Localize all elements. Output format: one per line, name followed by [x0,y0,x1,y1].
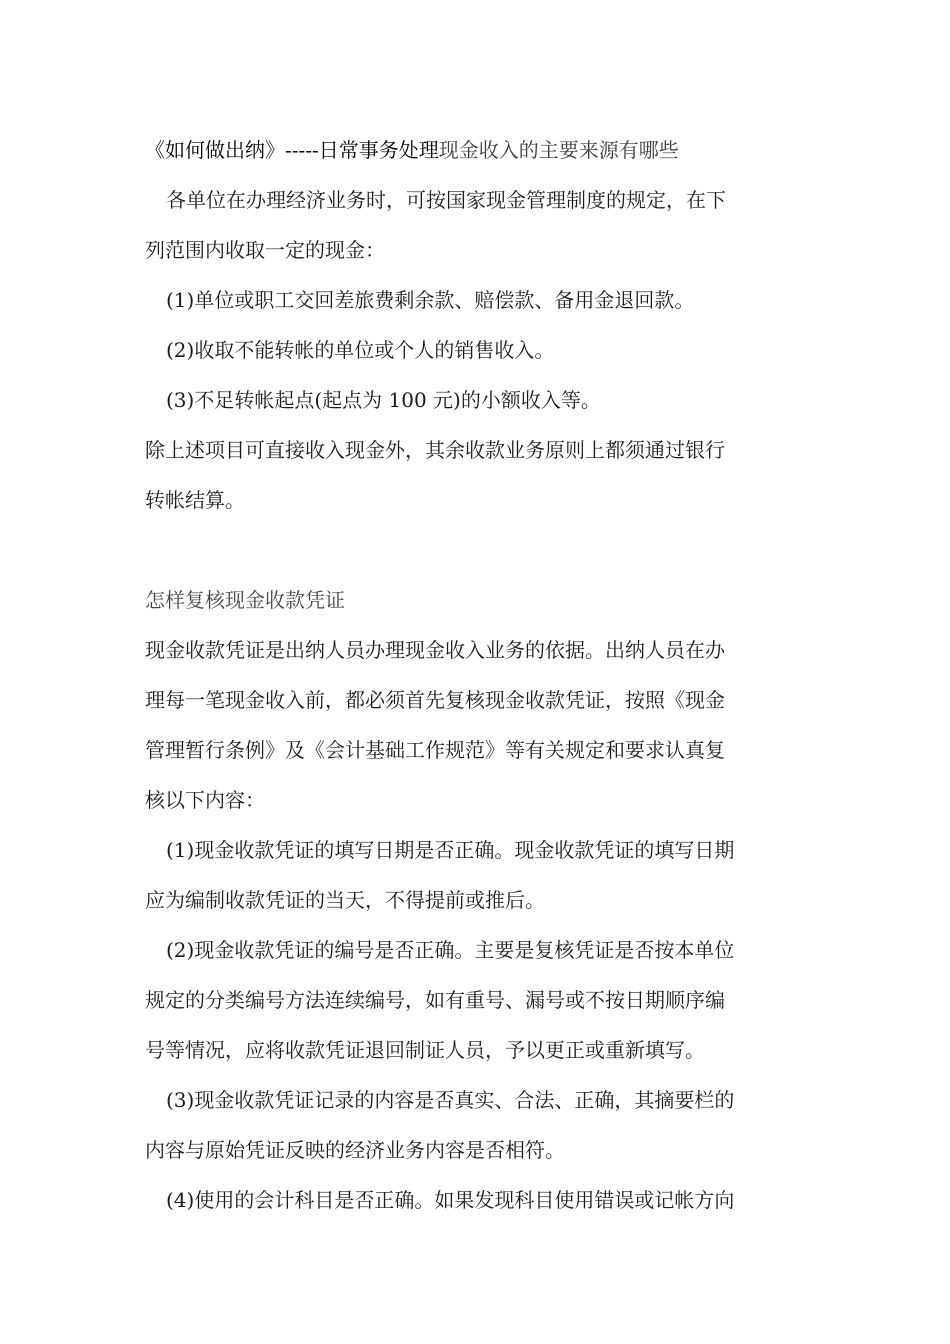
section1-outro-line2: 转帐结算。 [145,488,245,512]
section1-outro-line1: 除上述项目可直接收入现金外，其余收款业务原则上都须通过银行 [145,438,725,462]
section1-item3: (3)不足转帐起点(起点为 100 元)的小额收入等。 [166,388,601,412]
section-spacer [145,525,807,575]
section2-item1-line1: (1)现金收款凭证的填写日期是否正确。现金收款凭证的填写日期 [166,838,735,862]
section2-para-line2: 理每一笔现金收入前，都必须首先复核现金收款凭证，按照《现金 [145,688,725,712]
section2-item2-line1: (2)现金收款凭证的编号是否正确。主要是复核凭证是否按本单位 [166,938,735,962]
section2-para-line3: 管理暂行条例》及《会计基础工作规范》等有关规定和要求认真复 [145,738,725,762]
section2-para-line4: 核以下内容： [145,788,265,812]
section1-item2: (2)收取不能转帐的单位或个人的销售收入。 [166,338,555,362]
section2-item2-line2: 规定的分类编号方法连续编号，如有重号、漏号或不按日期顺序编 [145,988,725,1012]
section2-item1-line2: 应为编制收款凭证的当天，不得提前或推后。 [145,888,545,912]
section1-intro-line2: 列范围内收取一定的现金： [145,238,385,262]
section2-item3-line1: (3)现金收款凭证记录的内容是否真实、合法、正确，其摘要栏的 [166,1088,735,1112]
document-body [145,125,807,1225]
section2-item4-line1: (4)使用的会计科目是否正确。如果发现科目使用错误或记帐方向 [166,1188,735,1212]
section1-intro-line1: 各单位在办理经济业务时，可按国家现金管理制度的规定，在下 [166,188,726,212]
document-title [145,125,807,175]
section2-heading: 怎样复核现金收款凭证 [145,588,345,612]
section2-item3-line2: 内容与原始凭证反映的经济业务内容是否相符。 [145,1138,565,1162]
title-series: 《如何做出纳》-----日常事务处理 [145,138,439,162]
section2-para-line1: 现金收款凭证是出纳人员办理现金收入业务的依据。出纳人员在办 [145,638,725,662]
title-topic: 现金收入的主要来源有哪些 [438,138,679,162]
section1-item1: (1)单位或职工交回差旅费剩余款、赔偿款、备用金退回款。 [166,288,695,312]
section2-item2-line3: 号等情况，应将收款凭证退回制证人员，予以更正或重新填写。 [145,1038,705,1062]
